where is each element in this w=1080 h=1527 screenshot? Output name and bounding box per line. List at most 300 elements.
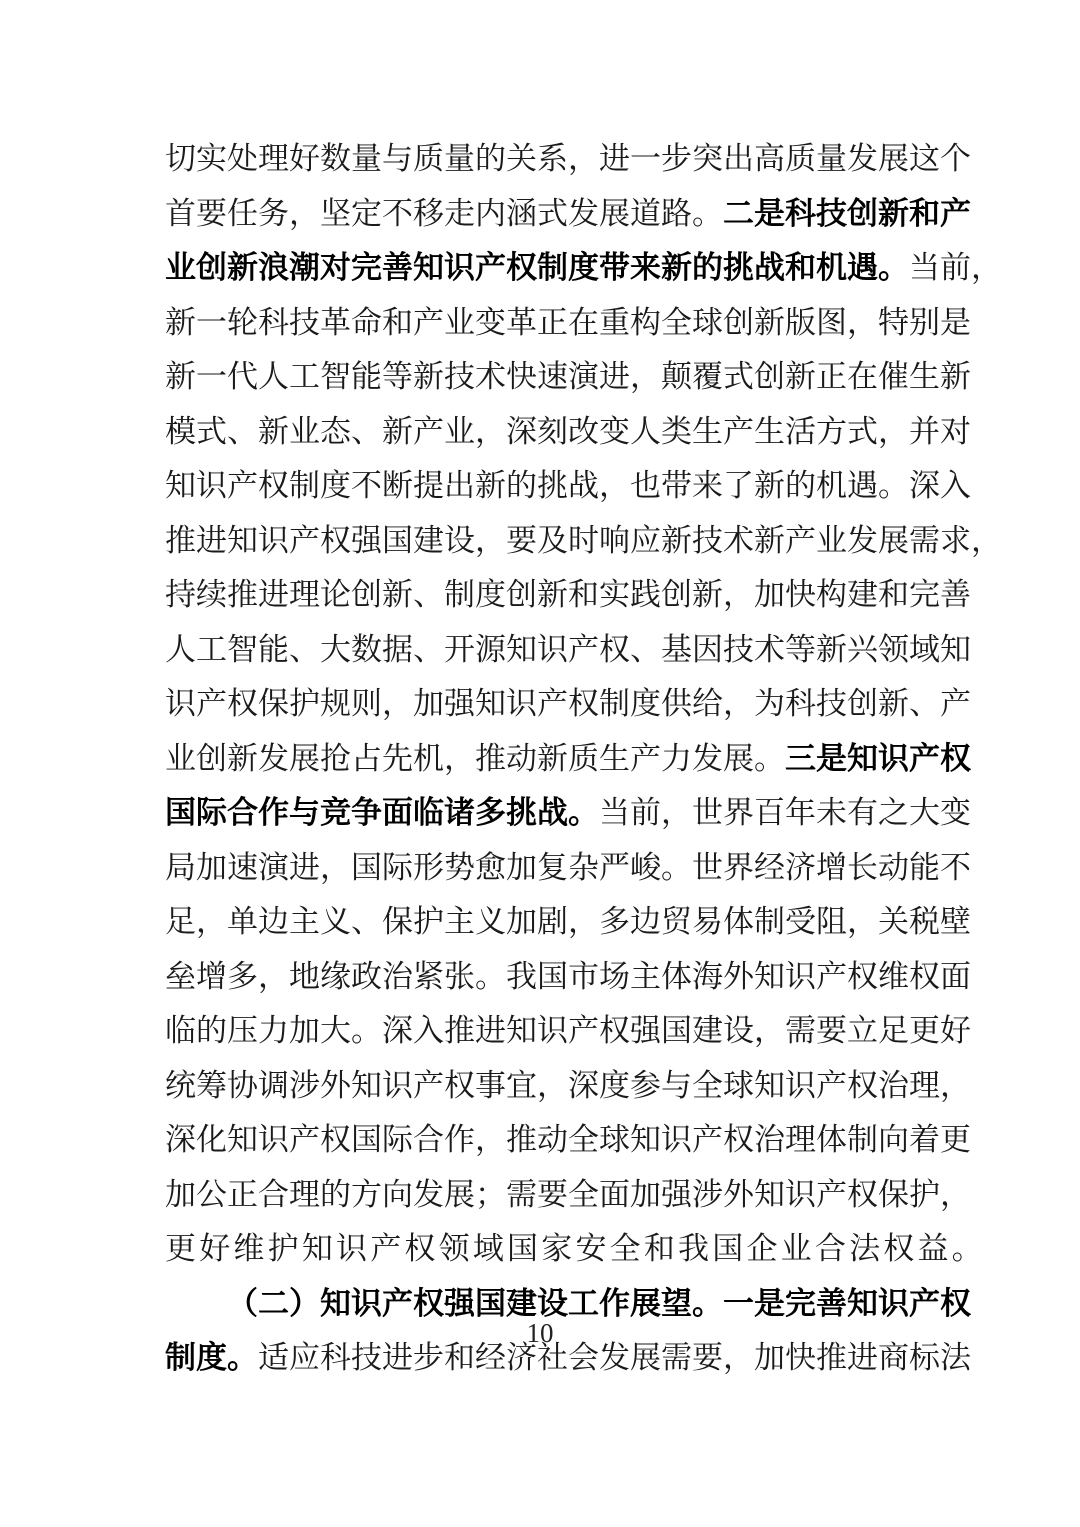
text-char: ， (971, 250, 1002, 286)
text-char: 技 (289, 304, 320, 341)
bold-text-char: 权 (940, 740, 971, 777)
text-char: 产 (413, 1067, 444, 1104)
text-char: 应 (630, 522, 661, 559)
text-char: 有 (847, 795, 878, 831)
text-char: 护 (909, 1176, 940, 1213)
text-char: 步 (661, 141, 692, 177)
text-char: 产 (785, 522, 816, 559)
text-char: 加 (413, 686, 444, 722)
text-char: 占 (351, 740, 382, 777)
text-char: 快 (785, 577, 816, 613)
text-char: 展 (723, 740, 754, 777)
bold-text-char: 带 (599, 250, 630, 286)
text-char: 进 (382, 1340, 413, 1376)
text-char: 及 (537, 522, 568, 559)
bold-text-char: 完 (351, 250, 382, 286)
bold-text-char: 战 (754, 250, 785, 286)
text-char: 活 (785, 413, 816, 450)
text-char: 国 (351, 849, 382, 886)
text-char: 向 (382, 1176, 413, 1213)
text-char: 调 (258, 1067, 289, 1104)
text-char: 权 (444, 1067, 475, 1104)
text-char: 产 (196, 686, 227, 722)
text-char: 全 (568, 1176, 599, 1213)
text-char: 临 (165, 1013, 196, 1049)
bold-text-char: 权 (940, 1285, 971, 1322)
text-char: 展 (878, 141, 909, 177)
text-char: 、 (413, 577, 444, 613)
bold-text-char: 是 (754, 195, 785, 232)
text-char: 的 (475, 141, 506, 177)
text-char: 国 (351, 1122, 382, 1158)
text-char: 移 (413, 195, 444, 232)
text-char: 长 (847, 849, 878, 886)
text-char: 应 (289, 1340, 320, 1376)
text-char: 科 (785, 686, 816, 722)
text-char: 刻 (537, 413, 568, 450)
text-char: 紧 (413, 958, 444, 995)
text-char: 业 (165, 740, 196, 777)
text-char: 国 (382, 522, 413, 559)
text-line (165, 1004, 971, 1059)
text-char: 海 (692, 958, 723, 995)
text-char: 建 (847, 577, 878, 613)
text-char: 入 (940, 468, 971, 504)
text-char: 产 (816, 958, 847, 995)
text-char: 法 (849, 1231, 884, 1267)
text-char: 识 (537, 631, 568, 668)
text-char: 产 (723, 413, 754, 450)
bold-text-char: 一 (723, 1285, 754, 1322)
text-char: 大 (909, 795, 940, 831)
text-char: 制 (599, 686, 630, 722)
text-line (165, 132, 971, 187)
text-char: 新 (258, 413, 289, 450)
bold-text-char: 是 (816, 740, 847, 777)
text-char: 与 (661, 1067, 692, 1104)
text-char: 参 (630, 1067, 661, 1104)
text-char: 压 (227, 1013, 258, 1049)
text-char: 际 (382, 849, 413, 886)
text-char: 产 (289, 1122, 320, 1158)
text-char: 峻 (630, 849, 661, 886)
text-char: 剧 (537, 904, 568, 940)
text-char: 会 (568, 1340, 599, 1376)
text-char: 需 (909, 522, 940, 559)
text-char: ， (940, 1067, 971, 1104)
text-char: 际 (382, 1122, 413, 1158)
text-char: 知 (301, 1231, 337, 1267)
text-line (165, 350, 971, 405)
text-char: 等 (382, 359, 413, 395)
text-char: 产 (940, 686, 971, 722)
text-char: 推 (165, 522, 196, 559)
text-char: 不 (351, 468, 382, 504)
text-char: 产 (568, 1013, 599, 1049)
text-char: 规 (320, 686, 351, 722)
bold-text-char: 知 (847, 740, 878, 777)
bold-text-char: 新 (878, 195, 909, 232)
text-char: 机 (413, 740, 444, 777)
text-char: 重 (599, 304, 630, 341)
text-char: 、 (909, 686, 940, 722)
text-char: 公 (196, 1176, 227, 1213)
text-char: ； (475, 1176, 506, 1213)
text-char: 度 (599, 1067, 630, 1104)
text-char: 权 (404, 1231, 439, 1267)
text-char: 理 (785, 1122, 816, 1158)
text-char: 新 (165, 304, 196, 341)
text-char: 技 (816, 686, 847, 722)
bold-text-char: 争 (351, 795, 382, 831)
text-char: 之 (878, 795, 909, 831)
text-char: 为 (754, 686, 785, 722)
text-char: 权 (258, 468, 289, 504)
bold-text-char: （ (227, 1285, 258, 1322)
text-char: 家 (541, 1231, 576, 1267)
text-char: 要 (816, 1013, 847, 1049)
text-char: 建 (413, 522, 444, 559)
text-char: 外 (320, 1067, 351, 1104)
bold-text-char: 产 (382, 1285, 413, 1322)
text-char: 合 (413, 1122, 444, 1158)
text-line (165, 241, 1002, 296)
bold-text-char: 浪 (258, 250, 289, 286)
text-char: 兴 (847, 631, 878, 668)
text-char: 革 (506, 304, 537, 341)
text-char: 新 (754, 304, 785, 341)
text-char: 产 (413, 413, 444, 450)
text-char: 先 (382, 740, 413, 777)
text-char: 适 (258, 1340, 289, 1376)
text-char: 术 (754, 631, 785, 668)
text-char: 方 (351, 1176, 382, 1213)
bold-text-char: 潮 (289, 250, 320, 286)
text-char: 设 (723, 1013, 754, 1049)
text-line (165, 895, 971, 950)
text-char: 发 (599, 1340, 630, 1376)
text-char: 推 (444, 1013, 475, 1049)
text-char: 加 (289, 1013, 320, 1049)
text-char: 发 (847, 141, 878, 177)
bold-text-char: 诸 (444, 795, 475, 831)
bold-text-char: 工 (568, 1285, 599, 1322)
text-char: 权 (599, 1013, 630, 1049)
text-char: 制 (754, 904, 785, 940)
bold-text-char: 战 (537, 795, 568, 831)
bold-text-char: 设 (537, 1285, 568, 1322)
text-char: 供 (661, 686, 692, 722)
text-line (165, 677, 971, 732)
bold-text-char: 际 (196, 795, 227, 831)
text-char: 论 (320, 577, 351, 613)
bold-text-char: 挑 (506, 795, 537, 831)
text-char: 加 (196, 849, 227, 886)
text-char: 国 (537, 958, 568, 995)
text-char: 合 (814, 1231, 850, 1267)
text-char: 要 (196, 195, 227, 232)
text-char: 识 (537, 1013, 568, 1049)
text-line (165, 732, 971, 787)
bold-text-char: ） (289, 1285, 320, 1322)
text-char: 量 (351, 141, 382, 177)
text-char: 需 (661, 1340, 692, 1376)
bold-text-char: 对 (320, 250, 351, 286)
text-line (165, 459, 971, 514)
text-char: 关 (878, 904, 909, 940)
text-char: 政 (351, 958, 382, 995)
text-line (165, 950, 971, 1005)
text-char: 能 (351, 359, 382, 395)
text-char: 局 (165, 849, 196, 886)
bold-text-char: 识 (351, 1285, 382, 1322)
text-char: 推 (227, 577, 258, 613)
text-char: 壁 (940, 904, 971, 940)
text-char: 权 (909, 958, 940, 995)
text-char: 制 (444, 577, 475, 613)
text-char: 全 (568, 1122, 599, 1158)
text-char: 权 (568, 686, 599, 722)
bold-text-char: 和 (785, 250, 816, 286)
bold-text-char: 度 (568, 250, 599, 286)
text-char: 识 (785, 958, 816, 995)
text-char: 产 (370, 1231, 405, 1267)
text-char: 立 (847, 1013, 878, 1049)
text-char: 理 (289, 577, 320, 613)
text-char: 识 (336, 1231, 371, 1267)
text-char: 深 (506, 413, 537, 450)
text-char: 、 (351, 904, 382, 940)
text-char: 产 (692, 1122, 723, 1158)
text-char: 生 (692, 413, 723, 450)
text-char: 更 (940, 1122, 971, 1158)
text-char: 识 (785, 1067, 816, 1104)
text-char: 速 (227, 849, 258, 886)
bold-text-char: 来 (630, 250, 661, 286)
text-char: 创 (506, 577, 537, 613)
text-char: 产 (227, 468, 258, 504)
text-char: 进 (847, 1340, 878, 1376)
bold-text-char: 创 (196, 250, 227, 286)
text-char: 体 (723, 904, 754, 940)
text-char: 要 (537, 1176, 568, 1213)
text-char: 好 (199, 1231, 234, 1267)
text-char: 遇 (847, 468, 878, 504)
text-char: 知 (754, 958, 785, 995)
text-char: 动 (878, 849, 909, 886)
text-char: ， (258, 958, 289, 995)
text-line (165, 405, 971, 460)
text-char: 进 (289, 849, 320, 886)
text-char: 革 (320, 304, 351, 341)
text-char: 定 (351, 195, 382, 232)
bold-text-char: 强 (444, 1285, 475, 1322)
text-char: 产 (816, 1176, 847, 1213)
text-char: 机 (816, 468, 847, 504)
text-char: 社 (537, 1340, 568, 1376)
text-char: 并 (909, 413, 940, 450)
text-char: 则 (351, 686, 382, 722)
text-char: 新 (413, 359, 444, 395)
text-char: ， (723, 1340, 754, 1376)
text-char: 权 (883, 1231, 918, 1267)
text-char: 进 (196, 522, 227, 559)
text-char: 态 (320, 413, 351, 450)
text-char: 工 (196, 631, 227, 668)
text-char: 增 (816, 849, 847, 886)
bold-text-char: 与 (289, 795, 320, 831)
text-char: 强 (444, 686, 475, 722)
text-char: 企 (746, 1231, 781, 1267)
text-char: 数 (320, 141, 351, 177)
text-char: 杂 (568, 849, 599, 886)
text-char: 命 (351, 304, 382, 341)
text-char: ， (630, 359, 661, 395)
text-char: 新 (692, 577, 723, 613)
text-char: 路 (661, 195, 692, 232)
text-char: 覆 (692, 359, 723, 395)
text-char: 在 (847, 359, 878, 395)
text-char: 进 (475, 1013, 506, 1049)
text-char: 展 (599, 195, 630, 232)
text-char: 识 (258, 522, 289, 559)
text-char: 新 (878, 686, 909, 722)
text-char: 催 (878, 359, 909, 395)
text-char: ， (661, 795, 692, 831)
text-char: 国 (507, 1231, 542, 1267)
text-char: 需 (506, 1176, 537, 1213)
text-char: 大 (320, 631, 351, 668)
text-char: 涵 (506, 195, 537, 232)
text-char: 张 (444, 958, 475, 995)
bold-text-char: 权 (506, 250, 537, 286)
text-char: ， (940, 1176, 971, 1213)
text-char: 关 (506, 141, 537, 177)
text-char: 法 (940, 1340, 971, 1376)
text-char: 识 (506, 686, 537, 722)
text-char: 内 (475, 195, 506, 232)
text-char: 系 (537, 141, 568, 177)
bold-text-char: 识 (878, 1285, 909, 1322)
text-char: ， (475, 522, 506, 559)
text-char: 高 (754, 141, 785, 177)
text-char: 产 (289, 522, 320, 559)
text-char: 践 (630, 577, 661, 613)
text-char: 国 (712, 1231, 747, 1267)
text-char: 处 (227, 141, 258, 177)
text-char: 主 (630, 958, 661, 995)
text-char: 版 (785, 304, 816, 341)
text-char: 正 (537, 304, 568, 341)
text-char: 识 (661, 1122, 692, 1158)
text-char: 量 (816, 141, 847, 177)
text-char: 新 (816, 631, 847, 668)
text-char: 宜 (506, 1067, 537, 1104)
text-char: 年 (785, 795, 816, 831)
text-char: 开 (444, 631, 475, 668)
text-line (165, 568, 971, 623)
text-char: 保 (258, 686, 289, 722)
text-char: 知 (754, 1067, 785, 1104)
text-char: 权 (723, 1122, 754, 1158)
text-char: 业 (444, 413, 475, 450)
text-char: 改 (568, 413, 599, 450)
bold-text-char: 二 (723, 195, 754, 232)
text-char: 商 (878, 1340, 909, 1376)
text-char: 更 (909, 1013, 940, 1049)
text-char: ， (475, 413, 506, 450)
text-char: 面 (599, 1176, 630, 1213)
text-char: 深 (909, 468, 940, 504)
text-char: 创 (847, 686, 878, 722)
text-char: 颠 (661, 359, 692, 395)
text-char: 权 (847, 1067, 878, 1104)
bold-text-char: 。 (692, 1285, 723, 1322)
text-char: 。 (475, 958, 506, 995)
text-char: 展 (444, 1176, 475, 1213)
text-char: 全 (609, 1231, 644, 1267)
text-char: 实 (196, 141, 227, 177)
text-char: 知 (630, 1122, 661, 1158)
text-char: 建 (692, 1013, 723, 1049)
bold-text-char: 作 (258, 795, 289, 831)
text-char: 新 (661, 522, 692, 559)
text-char: 类 (661, 413, 692, 450)
bold-text-char: 制 (165, 1340, 196, 1376)
text-char: 任 (227, 195, 258, 232)
text-char: 知 (506, 1013, 537, 1049)
text-char: 义 (475, 904, 506, 940)
text-char: 产 (568, 631, 599, 668)
text-line (165, 1113, 971, 1168)
text-char: 新 (537, 740, 568, 777)
bold-text-char: 完 (785, 1285, 816, 1322)
text-char: 图 (816, 304, 847, 341)
text-char: 化 (196, 1122, 227, 1158)
text-char: 知 (165, 468, 196, 504)
text-char: 涉 (692, 1176, 723, 1213)
text-char: 体 (661, 958, 692, 995)
text-char: 百 (754, 795, 785, 831)
bold-text-char: 三 (785, 740, 816, 777)
text-char: 方 (816, 413, 847, 450)
bold-text-char: 临 (413, 795, 444, 831)
text-char: 术 (723, 522, 754, 559)
text-char: 轮 (227, 304, 258, 341)
text-char: 当 (599, 795, 630, 831)
text-char: ， (971, 522, 1002, 559)
text-char: 新 (382, 413, 413, 450)
text-char: 求 (940, 522, 971, 559)
text-char: 完 (909, 577, 940, 613)
text-char: 边 (630, 904, 661, 940)
text-char: ， (847, 904, 878, 940)
text-char: 式 (196, 413, 227, 450)
bold-text-char: 遇 (847, 250, 878, 286)
text-char: 治 (878, 1067, 909, 1104)
bold-text-char: 新 (661, 250, 692, 286)
text-line (165, 623, 971, 678)
text-char: 快 (506, 359, 537, 395)
text-char: 严 (599, 849, 630, 886)
text-char: 标 (909, 1340, 940, 1376)
bold-text-char: 作 (599, 1285, 630, 1322)
body-text (165, 132, 1002, 1386)
text-char: 时 (568, 522, 599, 559)
text-char: 技 (723, 631, 754, 668)
text-line (165, 1168, 971, 1223)
text-char: 好 (289, 141, 320, 177)
